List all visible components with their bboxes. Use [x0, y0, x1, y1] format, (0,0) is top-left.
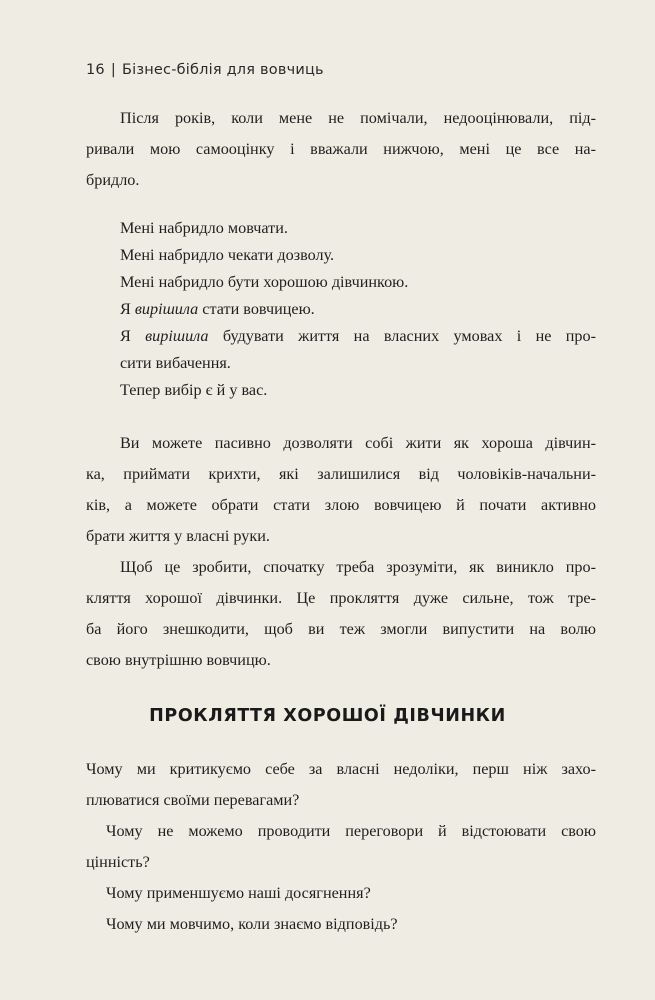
paragraph3-line: кляття хорошої дівчинки. Це прокляття дуже сильне, тож тре-	[86, 589, 596, 607]
list-text: будувати життя на власних умовах і не про-	[208, 327, 596, 345]
emphasis-text: вирішила	[134, 300, 199, 318]
list-item: сити вибачення.	[120, 354, 231, 372]
paragraph2-line: брати життя у власні руки.	[86, 527, 270, 545]
paragraph1-line: Після років, коли мене не помічали, недооцінювали, під-	[120, 109, 596, 127]
emphasis-text: вирішила	[145, 327, 209, 345]
page-number: 16	[86, 62, 105, 78]
paragraph1-line: ривали мою самооцінку і вважали нижчою, мені це все на-	[86, 140, 596, 158]
question-line: Чому применшуємо наші досягнення?	[106, 884, 371, 902]
list-text: Я	[120, 327, 146, 345]
list-item: Мені набридло мовчати.	[120, 219, 288, 237]
list-item: Мені набридло бути хорошою дівчинкою.	[120, 273, 409, 291]
list-text: стати вовчицею.	[198, 300, 315, 318]
question-line: Чому ми мовчимо, коли знаємо відповідь?	[106, 915, 398, 933]
paragraph2-line: ків, а можете обрати стати злою вовчицею й почати активно	[86, 496, 596, 514]
question-line: Чому не можемо проводити переговори й відстоювати свою	[106, 822, 596, 840]
paragraph1-line: бридло.	[86, 171, 140, 189]
question-line: Чому ми критикуємо себе за власні недоліки, перш ніж захо-	[86, 760, 596, 778]
list-item	[120, 299, 596, 319]
paragraph3-line: Щоб це зробити, спочатку треба зрозуміти, як виникло про-	[120, 558, 596, 576]
list-item: Тепер вибір є й у вас.	[120, 381, 268, 399]
running-header	[86, 62, 324, 78]
list-item	[120, 326, 596, 346]
question-line: плюватися своїми перевагами?	[86, 791, 300, 809]
book-title: Бізнес-біблія для вовчиць	[121, 62, 324, 78]
section-heading: ПРОКЛЯТТЯ ХОРОШОЇ ДІВЧИНКИ	[149, 706, 506, 726]
paragraph2-line: ка, приймати крихти, які залишилися від чоловіків-начальни-	[86, 465, 596, 483]
question-line: цінність?	[86, 853, 150, 871]
paragraph2-line: Ви можете пасивно дозволяти собі жити як хороша дівчин-	[120, 434, 596, 452]
list-text: Я	[120, 300, 135, 318]
header-separator: |	[110, 62, 116, 78]
paragraph3-line: свою внутрішню вовчицю.	[86, 651, 271, 669]
paragraph3-line: ба його знешкодити, щоб ви теж змогли випустити на волю	[86, 620, 596, 638]
list-item: Мені набридло чекати дозволу.	[120, 246, 335, 264]
